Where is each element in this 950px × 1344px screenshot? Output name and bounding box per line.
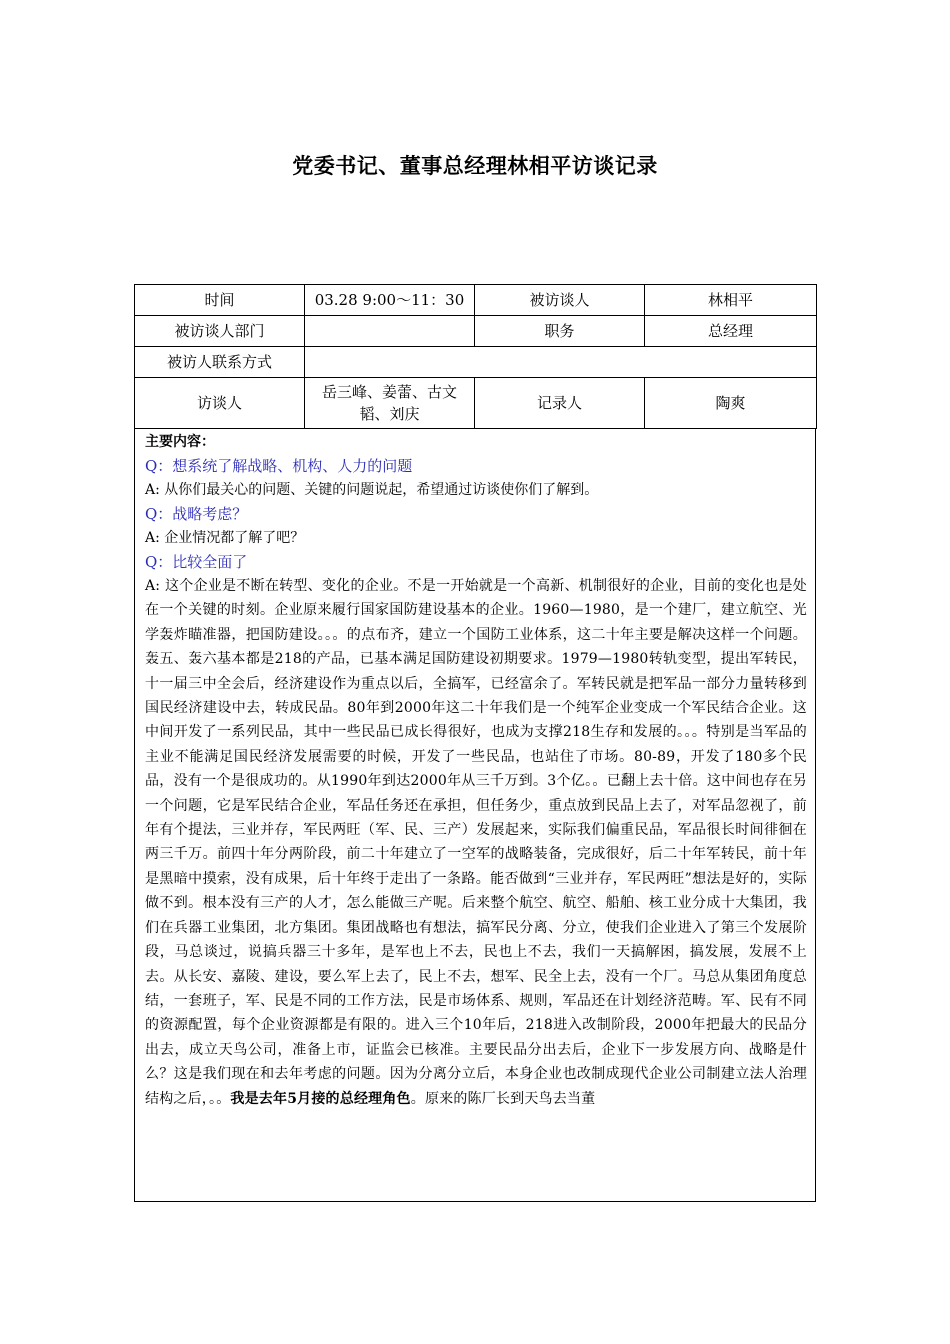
time-value: 03.28 9:00～11：30: [305, 285, 475, 316]
time-label: 时间: [135, 285, 305, 316]
answer-2: A: 企业情况都了解了吧？: [145, 530, 305, 546]
position-value: 总经理: [645, 316, 817, 347]
interviewer-value: 岳三峰、姜蕾、古文韬、刘庆: [305, 378, 475, 429]
question-3: Q：比较全面了: [145, 553, 248, 571]
answer-1: A: 从你们最关心的问题、关键的问题说起，希望通过访谈使你们了解到。: [145, 482, 599, 498]
interview-info-table: [134, 284, 817, 429]
interviewee-value: 林相平: [645, 285, 817, 316]
question-2: Q：战略考虑？: [145, 505, 248, 523]
recorder-label: 记录人: [475, 378, 645, 429]
contact-label: 被访人联系方式: [135, 347, 305, 378]
recorder-value: 陶爽: [645, 378, 817, 429]
page-title: 党委书记、董事总经理林相平访谈记录: [292, 154, 658, 178]
interviewer-label: 访谈人: [135, 378, 305, 429]
contact-value: [305, 347, 817, 378]
dept-label: 被访谈人部门: [135, 316, 305, 347]
answer-3-text: A: 这个企业是不断在转型、变化的企业。不是一开始就是一个高新、机制很好的企业，目前的变化也是处在一个关键的时刻。企业原来履行国家国防建设基本的企业。1960—1980，是一个建厂，建立航空、光学轰炸瞄准器，把国防建设。。。的点布齐，建立一个国防工业体系，这二十年主要是解决这样一个问题。轰五、轰六基本都是218的产品，已基本满足国防建设初期要求。1979—1980转轨变型，提出军转民，十一届三中全会后，经济建设作为重点以后，全搞军，已经富余了。军转民就是把军品一部分力量转移到国民经济建设中去，转成民品。80年到2000年这二十年我们是一个纯军企业变成一个军民结合企业。这中间开发了一系列民品，其中一些民品已成长得很好，也成为支撑218生存和发展的。。。特别是当军品的主业不能满足国民经济发展需要的时候，开发了一些民品，也站住了市场。80-89，开发了180多个民品，没有一个是很成功的。从1990年到达2000年从三千万到。3个亿。。已翻上去十倍。这中间也存在另一个问题，它是军民结合企业，军品任务还在承担，但任务少，重点放到民品上去了，对军品忽视了，前年有个提法，三业并存，军民两旺（军、民、三产）发展起来，实际我们偏重民品，军品很长时间徘徊在两三千万。前四十年分两阶段，前二十年建立了一空军的战略装备，完成很好，后二十年军转民，前十年是黑暗中摸索，没有成果，后十年终于走出了一条路。能否做到“三业并存，军民两旺”想法是好的，实际做不到。根本没有三产的人才，怎么能做三产呢。后来整个航空、航空、船舶、核工业分成十大集团，我们在兵器工业集团，北方集团。集团战略也有想法，搞军民分离、分立，使我们企业进入了第三个发展阶段，马总谈过，说搞兵器三十多年，是军也上不去，民也上不去，我们一天搞解困，搞发展，发展不上去。从长安、嘉陵、建设，要么军上去了，民上不去，想军、民全上去，没有一个厂。马总从集团角度总结，一套班子，军、民是不同的工作方法，民是市场体系、规则，军品还在计划经济范畴。军、民有不同的资源配置，每个企业资源都是有限的。进入三个10年后，218进入改制阶段，2000年把最大的民品分出去，成立天鸟公司，准备上市，证监会已核准。主要民品分出去后，企业下一步发展方向、战略是什么？这是我们现在和去年考虑的问题。因为分离分立后，本身企业也改制成现代企业公司制建立法人治理结构之后，。。: [145, 578, 807, 1107]
interviewee-label: 被访谈人: [475, 285, 645, 316]
answer-3: [145, 574, 807, 1111]
answer-3-tail: 。原来的陈厂长到天鸟去当董: [410, 1090, 596, 1107]
main-content: [134, 428, 816, 1202]
position-label: 职务: [475, 316, 645, 347]
content-heading: 主要内容：: [145, 434, 215, 450]
dept-value: [305, 316, 475, 347]
answer-3-bold-text: 我是去年5月接的总经理角色: [230, 1090, 411, 1107]
question-1: Q：想系统了解战略、机构、人力的问题: [145, 457, 413, 475]
